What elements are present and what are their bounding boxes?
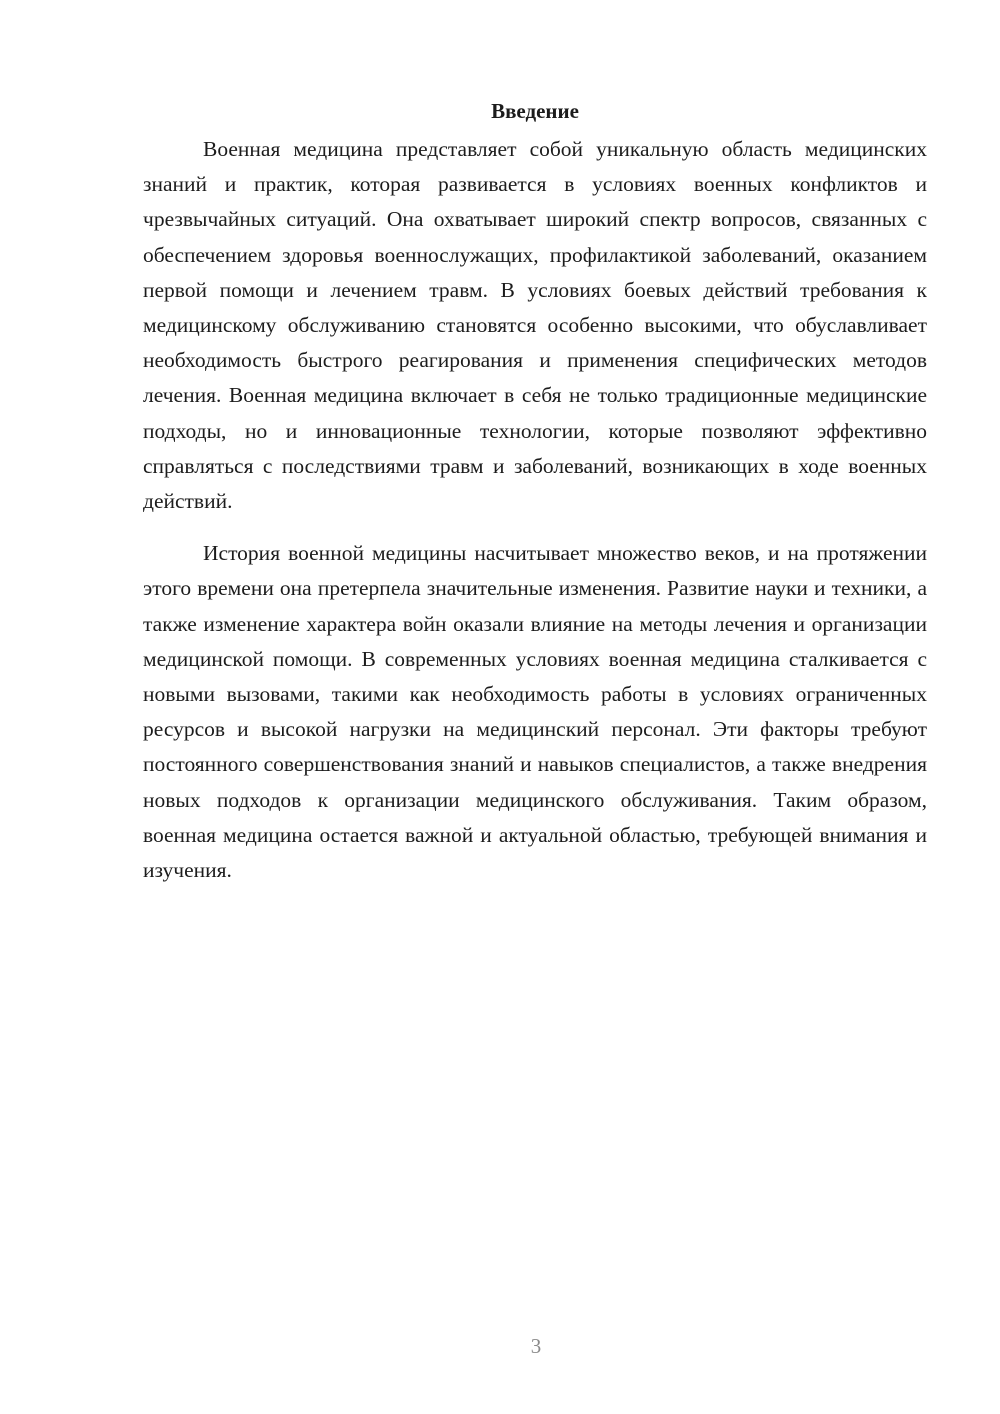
page-content xyxy=(143,96,927,888)
paragraph-intro: Военная медицина представляет собой уникальную область медицинских знаний и практик, которая развивается в условиях военных конфликтов и чрезвычайных ситуаций. Она охватывает широкий спектр вопросов, связанных с обеспечением здоровья военнослужащих, профилактикой заболеваний, оказанием первой помощи и лечением травм. В условиях боевых действий требования к медицинскому обслуживанию становятся особенно высокими, что обуславливает необходимость быстрого реагирования и применения специфических методов лечения. Военная медицина включает в себя не только традиционные медицинские подходы, но и инновационные технологии, которые позволяют эффективно справляться с последствиями травм и заболеваний, возникающих в ходе военных действий. xyxy=(143,137,927,514)
section-title: Введение xyxy=(491,99,579,123)
paragraph-history: История военной медицины насчитывает множество веков, и на протяжении этого времени она претерпела значительные изменения. Развитие науки и техники, а также изменение характера войн оказали влияние на методы лечения и организации медицинской помощи. В современных условиях военная медицина сталкивается с новыми вызовами, такими как необходимость работы в условиях ограниченных ресурсов и высокой нагрузки на медицинский персонал. Эти факторы требуют постоянного совершенствования знаний и навыков специалистов, а также внедрения новых подходов к организации медицинского обслуживания. Таким образом, военная медицина остается важной и актуальной областью, требующей внимания и изучения. xyxy=(143,541,927,883)
page-number: 3 xyxy=(530,1334,542,1358)
